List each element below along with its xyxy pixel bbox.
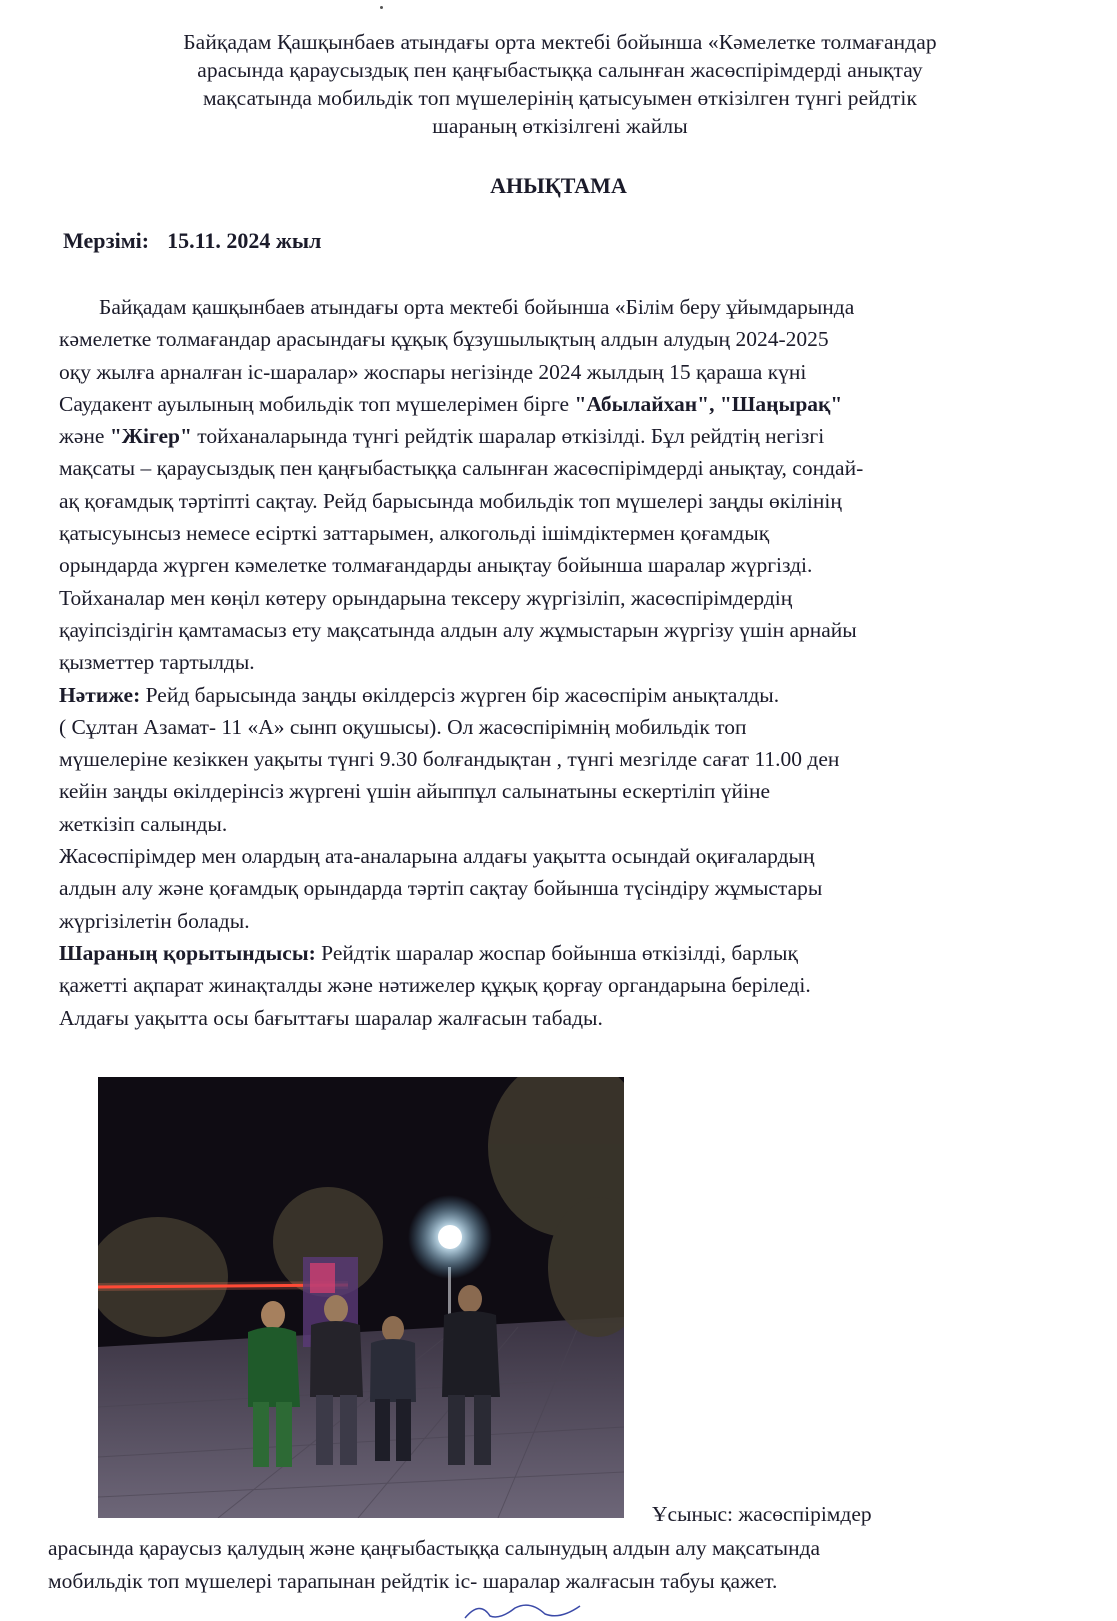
body-line: Жасөспірімдер мен олардың ата-аналарына алдағы уақытта осындай оқиғалардың	[59, 844, 815, 869]
conclusion-line	[59, 937, 1079, 969]
body-line: Байқадам қашқынбаев атындағы орта мектебі бойынша «Білім беру ұйымдарында	[99, 295, 855, 319]
document-heading	[60, 28, 1060, 140]
body-line: кәмелетке толмағандар арасындағы құқық бұзушылықтың алдын алудың 2024-2025	[59, 327, 829, 352]
night-raid-photo	[98, 1077, 624, 1518]
body-line	[59, 388, 1079, 420]
heading-line: арасында қараусыздық пен қаңғыбастыққа салынған жасөспірімдерді анықтау	[197, 58, 923, 82]
date-line	[63, 228, 321, 254]
body-text: тойханаларында түнгі рейдтік шаралар өткізілді. Бұл рейдтің негізгі	[191, 424, 825, 449]
recommendation-label: Ұсыныс: жасөспірімдер	[652, 1502, 872, 1526]
result-label: Нәтиже:	[59, 682, 141, 707]
heading-line: шараның өткізілгені жайлы	[432, 114, 688, 138]
body-line: Алдағы уақытта осы бағыттағы шаралар жалғасын табады.	[59, 1005, 603, 1030]
venue-names: "Абылайхан", "Шаңырақ"	[574, 391, 843, 416]
body-line: мүшелеріне кезіккен уақыты түнгі 9.30 болғандықтан , түнгі мезгілде сағат 11.00 ден	[59, 747, 840, 772]
body-line: қажетті ақпарат жинақталды және нәтижелер құқық қорғау органдарына беріледі.	[59, 973, 811, 998]
scan-dot	[380, 6, 383, 9]
document-body	[59, 291, 1079, 1034]
body-line: орындарда жүрген кәмелетке толмағандарды анықтау бойынша шаралар жүргізді.	[59, 553, 813, 578]
body-line: мақсаты – қараусыздық пен қаңғыбастыққа салынған жасөспірімдерді анықтау, сондай-	[59, 456, 864, 481]
body-text: Саудакент ауылының мобильдік топ мүшелерімен бірге	[59, 391, 575, 416]
signature-mark	[460, 1598, 600, 1621]
date-value: 15.11. 2024 жыл	[167, 228, 322, 253]
body-line: кейін заңды өкілдерінсіз жүргені үшін айыппұл салынатыны ескертіліп үйіне	[59, 779, 771, 804]
body-line: оқу жылға арналған іс-шаралар» жоспары негізінде 2024 жылдың 15 қараша күні	[59, 359, 807, 384]
recommendation-text	[48, 1532, 820, 1598]
heading-line: Байқадам Қашқынбаев атындағы орта мектебі бойынша «Кәмелетке толмағандар	[183, 30, 937, 54]
body-line: ( Сұлтан Азамат- 11 «А» сынп оқушысы). Ол жасөспірімнің мобильдік топ	[59, 714, 747, 739]
body-line	[59, 420, 1079, 452]
body-line: алдын алу және қоғамдық орындарда тәртіп сақтау бойынша түсіндіру жұмыстары	[59, 876, 823, 901]
conclusion-label: Шараның қорытындысы:	[59, 940, 316, 965]
result-text: Рейд барысында заңды өкілдерсіз жүрген бір жасөспірім анықталды.	[140, 682, 780, 707]
body-line: қатысуынсыз немесе есірткі заттарымен, алкогольді ішімдіктермен қоғамдық	[59, 521, 770, 546]
recommendation-line: арасында қараусыз қалудың және қаңғыбастыққа салынудың алдын алу мақсатында	[48, 1536, 821, 1560]
result-line	[59, 679, 1079, 711]
body-line: Тойханалар мен көңіл көтеру орындарына тексеру жүргізіліп, жасөспірімдердің	[59, 585, 793, 610]
date-label: Мерзімі:	[63, 228, 150, 253]
conclusion-text: Рейдтік шаралар жоспар бойынша өткізілді, барлық	[315, 940, 798, 965]
body-line: жеткізіп салынды.	[59, 811, 228, 836]
heading-line: мақсатында мобильдік топ мүшелерінің қатысуымен өткізілген түнгі рейдтік	[202, 86, 918, 110]
body-line: қауіпсіздігін қамтамасыз ету мақсатында алдын алу жұмыстарын жүргізу үшін арнайы	[59, 617, 857, 642]
body-line: жүргізілетін болады.	[59, 908, 250, 933]
body-text: және	[59, 424, 110, 449]
recommendation-line: мобильдік топ мүшелері тарапынан рейдтік іс- шаралар жалғасын табуы қажет.	[48, 1569, 778, 1593]
body-line: ақ қоғамдық тәртіпті сақтау. Рейд барысында мобильдік топ мүшелері заңды өкілінің	[59, 488, 842, 513]
body-line: қызметтер тартылды.	[59, 650, 255, 675]
document-title: АНЫҚТАМА	[490, 173, 627, 198]
venue-name: "Жігер"	[109, 424, 192, 449]
